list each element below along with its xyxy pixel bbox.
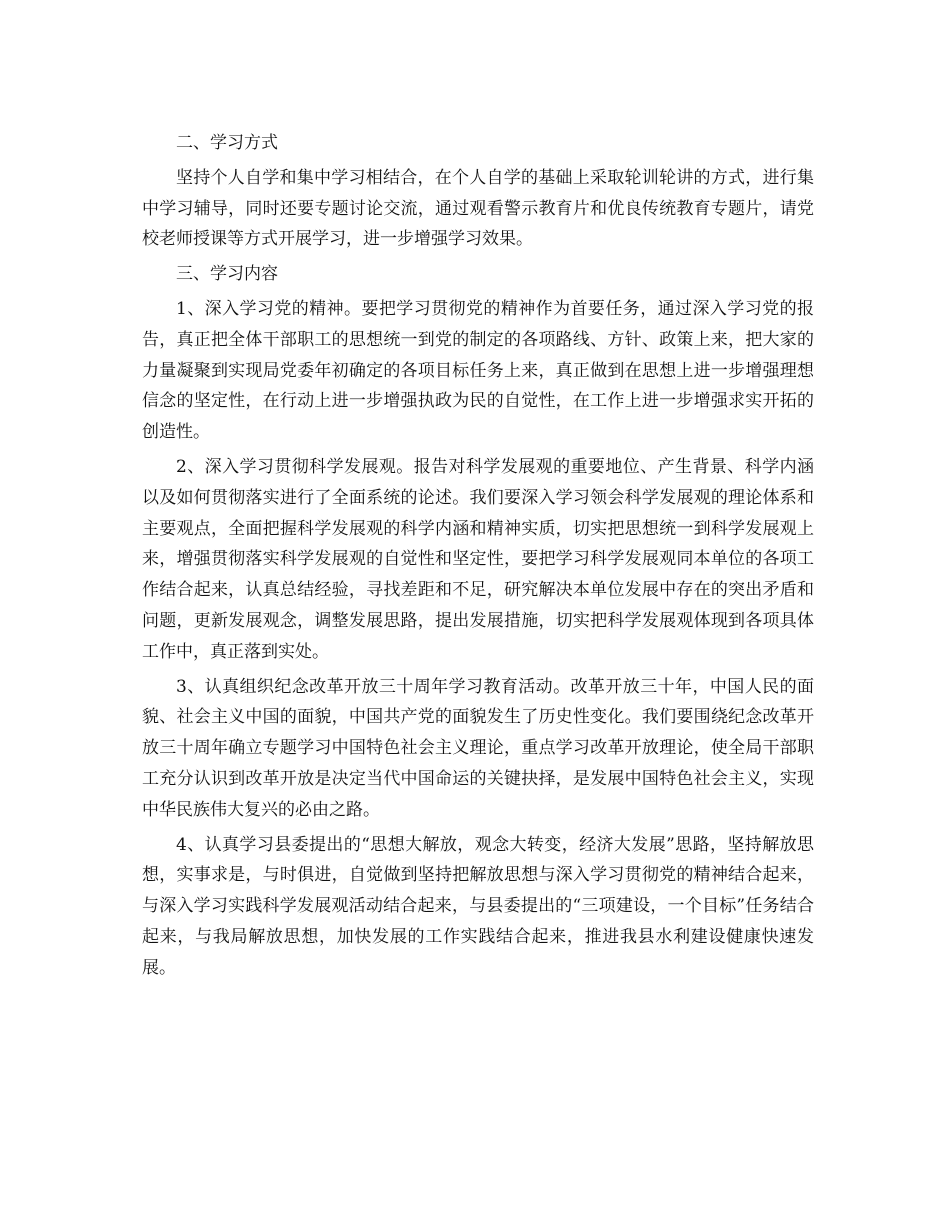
paragraph-item-4: 4、认真学习县委提出的“思想大解放，观念大转变，经济大发展”思路，坚持解放思想，实事求是，与时俱进，自觉做到坚持把解放思想与深入学习贯彻党的精神结合起来，与深入学习实践科学发展观活动结合起来，与县委提出的“三项建设，一个目标”任务结合起来，与我局解放思想，加快发展的工作实践结合起来，推进我县水利建设健康快速发展。 [142,834,814,978]
section-heading-study-method: 二、学习方式 [176,133,278,153]
paragraph-item-3: 3、认真组织纪念改革开放三十周年学习教育活动。改革开放三十年，中国人民的面貌、社会主义中国的面貌，中国共产党的面貌发生了历史性变化。我们要围绕纪念改革开放三十周年确立专题学习中国特色社会主义理论，重点学习改革开放理论，使全局干部职工充分认识到改革开放是决定当代中国命运的关键抉择，是发展中国特色社会主义，实现中华民族伟大复兴的必由之路。 [142,676,814,820]
paragraph-item-2: 2、深入学习贯彻科学发展观。报告对科学发展观的重要地位、产生背景、科学内涵以及如何贯彻落实进行了全面系统的论述。我们要深入学习领会科学发展观的理论体系和主要观点，全面把握科学发展观的科学内涵和精神实质，切实把思想统一到科学发展观上来，增强贯彻落实科学发展观的自觉性和坚定性，要把学习科学发展观同本单位的各项工作结合起来，认真总结经验，寻找差距和不足，研究解决本单位发展中存在的突出矛盾和问题，更新发展观念，调整发展思路，提出发展措施，切实把科学发展观体现到各项具体工作中，真正落到实处。 [142,456,814,662]
paragraph-item-1: 1、深入学习党的精神。要把学习贯彻党的精神作为首要任务，通过深入学习党的报告，真正把全体干部职工的思想统一到党的制定的各项路线、方针、政策上来，把大家的力量凝聚到实现局党委年初确定的各项目标任务上来，真正做到在思想上进一步增强理想信念的坚定性，在行动上进一步增强执政为民的自觉性，在工作上进一步增强求实开拓的创造性。 [142,298,814,443]
document-body [142,128,814,988]
paragraph-study-method: 坚持个人自学和集中学习相结合，在个人自学的基础上采取轮训轮讲的方式，进行集中学习辅导，同时还要专题讨论交流，通过观看警示教育片和优良传统教育专题片，请党校老师授课等方式开展学习，进一步增强学习效果。 [142,167,814,250]
section-heading-study-content: 三、学习内容 [176,264,278,285]
